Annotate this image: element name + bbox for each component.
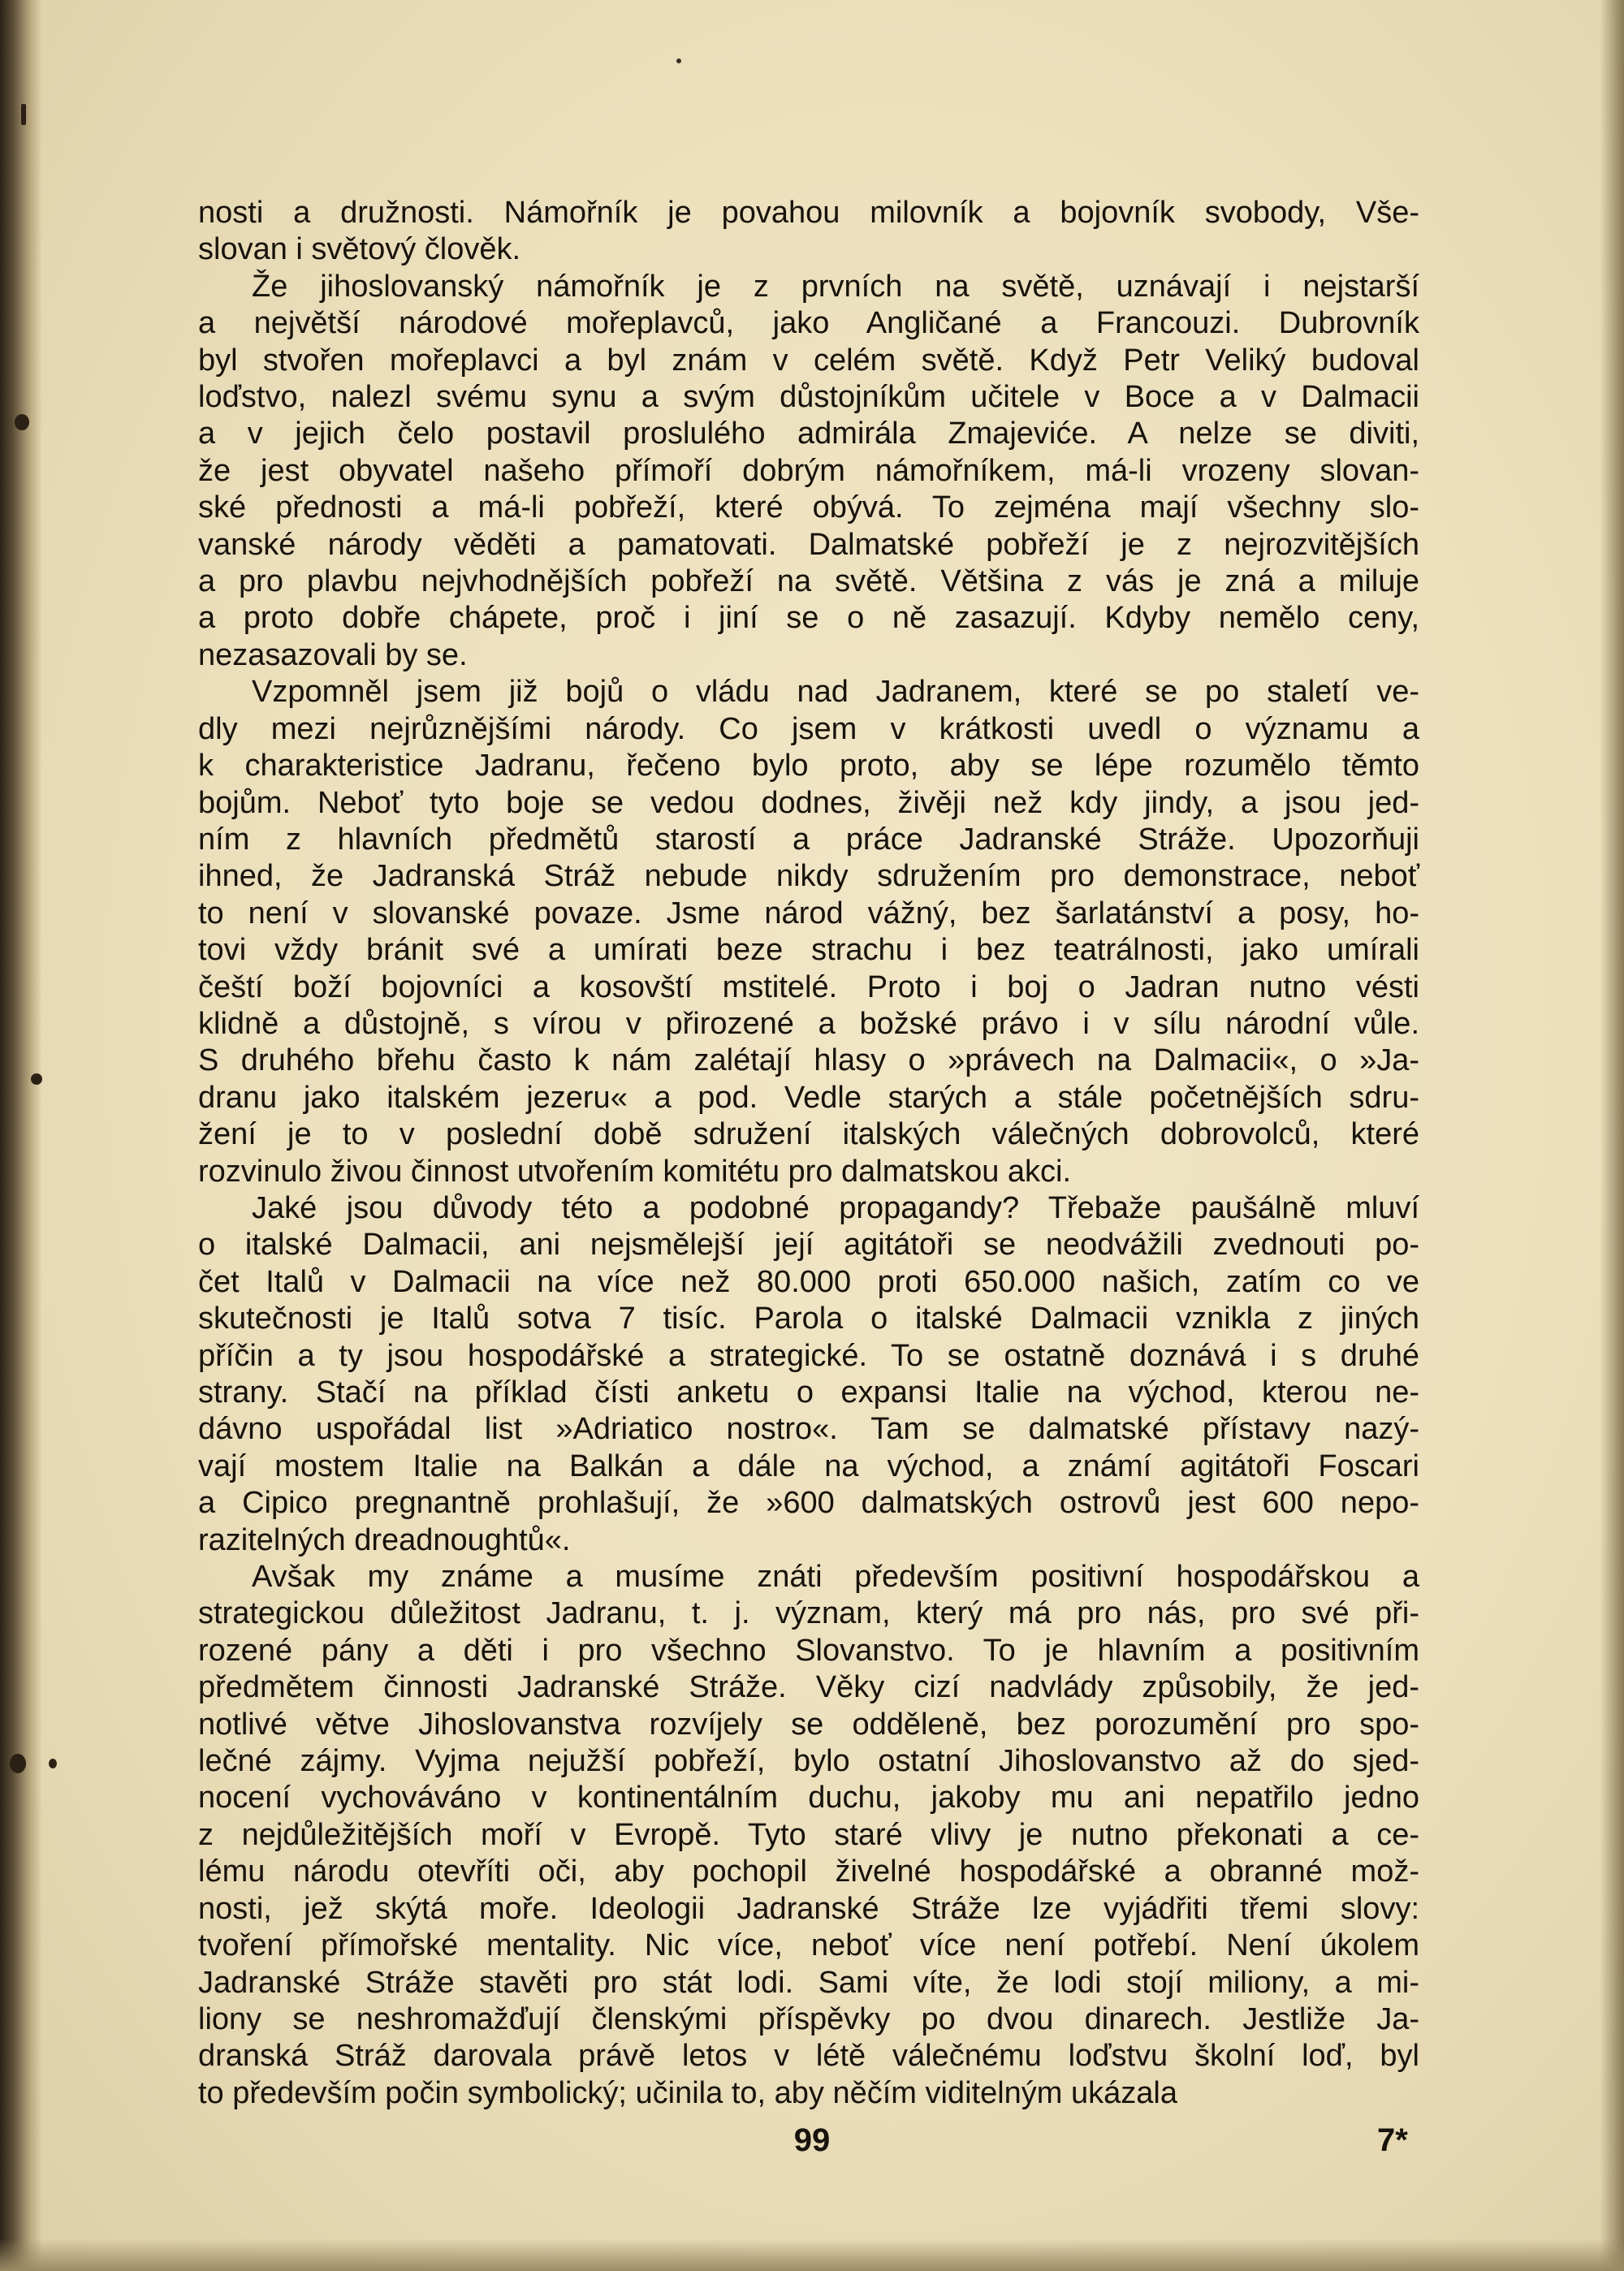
- text-line: a pro plavbu nejvhodnějších pobřeží na světě. Většina z vás je zná a miluje: [198, 564, 1419, 599]
- text-line: lečné zájmy. Vyjma nejužší pobřeží, bylo ostatní Jihoslovanstvo až do sjed-: [198, 1744, 1419, 1779]
- margin-stain: [49, 1759, 57, 1768]
- text-line: ihned, že Jadranská Stráž nebude nikdy sdružením pro demonstrace, neboť: [198, 859, 1419, 894]
- margin-stain: [31, 1073, 42, 1085]
- text-line: klidně a důstojně, s vírou v přirozené a božské právo i v sílu národní vůle.: [198, 1006, 1419, 1041]
- text-line: dávno uspořádal list »Adriatico nostro«. Tam se dalmatské přístavy nazý-: [198, 1412, 1419, 1447]
- margin-stain: [15, 414, 29, 430]
- text-line: předmětem činnosti Jadranské Stráže. Věky cizí nadvlády způsobily, že jed-: [198, 1670, 1419, 1705]
- text-line: nosti, jež skýtá moře. Ideologii Jadranské Stráže lze vyjádřiti třemi slovy:: [198, 1891, 1419, 1926]
- text-line: razitelných dreadnoughtů«.: [198, 1522, 571, 1557]
- text-line: o italské Dalmacii, ani nejsmělejší její agitátoři se neodvážili zvednouti po-: [198, 1228, 1419, 1263]
- text-line: rozvinulo živou činnost utvořením komitétu pro dalmatskou akci.: [198, 1154, 1072, 1189]
- text-line: dly mezi nejrůznějšími národy. Co jsem v krátkosti uvedl o významu a: [198, 711, 1419, 746]
- margin-stain: [10, 1754, 26, 1773]
- text-line: k charakteristice Jadranu, řečeno bylo proto, aby se lépe rozumělo těmto: [198, 749, 1419, 784]
- text-line: tovi vždy bránit své a umírati beze strachu i bez teatrálnosti, jako umírali: [198, 933, 1419, 968]
- text-line: strategickou důležitost Jadranu, t. j. význam, který má pro nás, pro své při-: [198, 1596, 1419, 1631]
- text-line: a největší národové mořeplavců, jako Angličané a Francouzi. Dubrovník: [198, 306, 1419, 341]
- text-line: strany. Stačí na příklad čísti anketu o expansi Italie na východ, kterou ne-: [198, 1375, 1419, 1410]
- signature-mark: 7*: [1377, 2122, 1408, 2158]
- margin-stain: [21, 104, 26, 125]
- text-line: vají mostem Italie na Balkán a dále na východ, a známí agitátoři Foscari: [198, 1449, 1419, 1483]
- print-speck: [676, 58, 681, 63]
- text-line: byl stvořen mořeplavci a byl znám v celém světě. Když Petr Veliký budoval: [198, 343, 1419, 378]
- page-number: 99: [793, 2122, 831, 2158]
- text-line: ské přednosti a má-li pobřeží, které obývá. To zejména mají všechny slo-: [198, 490, 1419, 525]
- text-line: Jadranské Stráže stavěti pro stát lodi. Sami víte, že lodi stojí miliony, a mi-: [198, 1965, 1419, 2000]
- text-line: to především počin symbolický; učinila to, aby něčím viditelným ukázala: [198, 2075, 1177, 2110]
- text-line: čet Italů v Dalmacii na více než 80.000 proti 650.000 našich, zatím co ve: [198, 1264, 1419, 1299]
- text-line: příčin a ty jsou hospodářské a strategické. To se ostatně doznává i s druhé: [198, 1338, 1419, 1373]
- binding-edge: [0, 0, 42, 2271]
- text-line: rozené pány a děti i pro všechno Slovanstvo. To je hlavním a positivním: [198, 1633, 1419, 1668]
- text-line: S druhého břehu často k nám zalétají hlasy o »právech na Dalmacii«, o »Ja-: [198, 1043, 1419, 1078]
- text-line: liony se neshromažďují členskými příspěvky po dvou dinarech. Jestliže Ja-: [198, 2001, 1419, 2036]
- text-line: nocení vychováváno v kontinentálním duchu, jakoby mu ani nepatřilo jedno: [198, 1781, 1419, 1816]
- text-line: a v jejich čelo postavil proslulého admirála Zmajeviće. A nelze se diviti,: [198, 417, 1419, 451]
- text-line: tvoření přímořské mentality. Nic více, neboť více není potřebí. Není úkolem: [198, 1928, 1419, 1963]
- text-line: dranská Stráž darovala právě letos v létě válečnému loďstvu školní loď, byl: [198, 2039, 1419, 2074]
- text-line: loďstvo, nalezl svému synu a svým důstojníkům učitele v Boce a v Dalmacii: [198, 380, 1419, 415]
- text-line: Vzpomněl jsem již bojů o vládu nad Jadranem, které se po staletí ve-: [252, 675, 1419, 710]
- text-line: ním z hlavních předmětů starostí a práce Jadranské Stráže. Upozorňuji: [198, 822, 1419, 857]
- text-line: Avšak my známe a musíme znáti především positivní hospodářskou a: [252, 1560, 1419, 1595]
- text-line: to není v slovanské povaze. Jsme národ vážný, bez šarlatánství a posy, ho-: [198, 896, 1419, 930]
- page-edge-bottom: [0, 2239, 1624, 2271]
- text-line: z nejdůležitějších moří v Evropě. Tyto staré vlivy je nutno překonati a ce-: [198, 1817, 1419, 1852]
- text-line: Že jihoslovanský námořník je z prvních na světě, uznávají i nejstarší: [252, 269, 1419, 304]
- text-line: skutečnosti je Italů sotva 7 tisíc. Parola o italské Dalmacii vznikla z jiných: [198, 1302, 1419, 1336]
- text-line: slovan i světový člověk.: [198, 232, 521, 267]
- text-line: a Cipico pregnantně prohlašují, že »600 dalmatských ostrovů jest 600 nepo-: [198, 1486, 1419, 1521]
- text-line: dranu jako italském jezeru« a pod. Vedle starých a stále početnějších sdru-: [198, 1080, 1419, 1115]
- text-line: nezasazovali by se.: [198, 637, 468, 672]
- text-line: Jaké jsou důvody této a podobné propagandy? Třebaže paušálně mluví: [252, 1190, 1419, 1225]
- text-line: lému národu otevříti oči, aby pochopil živelné hospodářské a obranné mož-: [198, 1854, 1419, 1889]
- text-line: vanské národy věděti a pamatovati. Dalmatské pobřeží je z nejrozvitějších: [198, 527, 1419, 562]
- text-line: žení je to v poslední době sdružení italských válečných dobrovolců, které: [198, 1117, 1419, 1152]
- page-edge-right: [1600, 0, 1624, 2271]
- body-text: [198, 195, 1419, 2112]
- text-line: nosti a družnosti. Námořník je povahou milovník a bojovník svobody, Vše-: [198, 196, 1419, 230]
- text-line: čeští boží bojovníci a kosovští mstitelé. Proto i boj o Jadran nutno vésti: [198, 969, 1419, 1004]
- text-line: že jest obyvatel našeho přímoří dobrým námořníkem, má-li vrozeny slovan-: [198, 453, 1419, 488]
- text-line: a proto dobře chápete, proč i jiní se o ně zasazují. Kdyby nemělo ceny,: [198, 601, 1419, 636]
- text-line: bojům. Neboť tyto boje se vedou dodnes, živěji než kdy jindy, a jsou jed-: [198, 785, 1419, 820]
- text-line: notlivé větve Jihoslovanstva rozvíjely se odděleně, bez porozumění pro spo-: [198, 1707, 1419, 1742]
